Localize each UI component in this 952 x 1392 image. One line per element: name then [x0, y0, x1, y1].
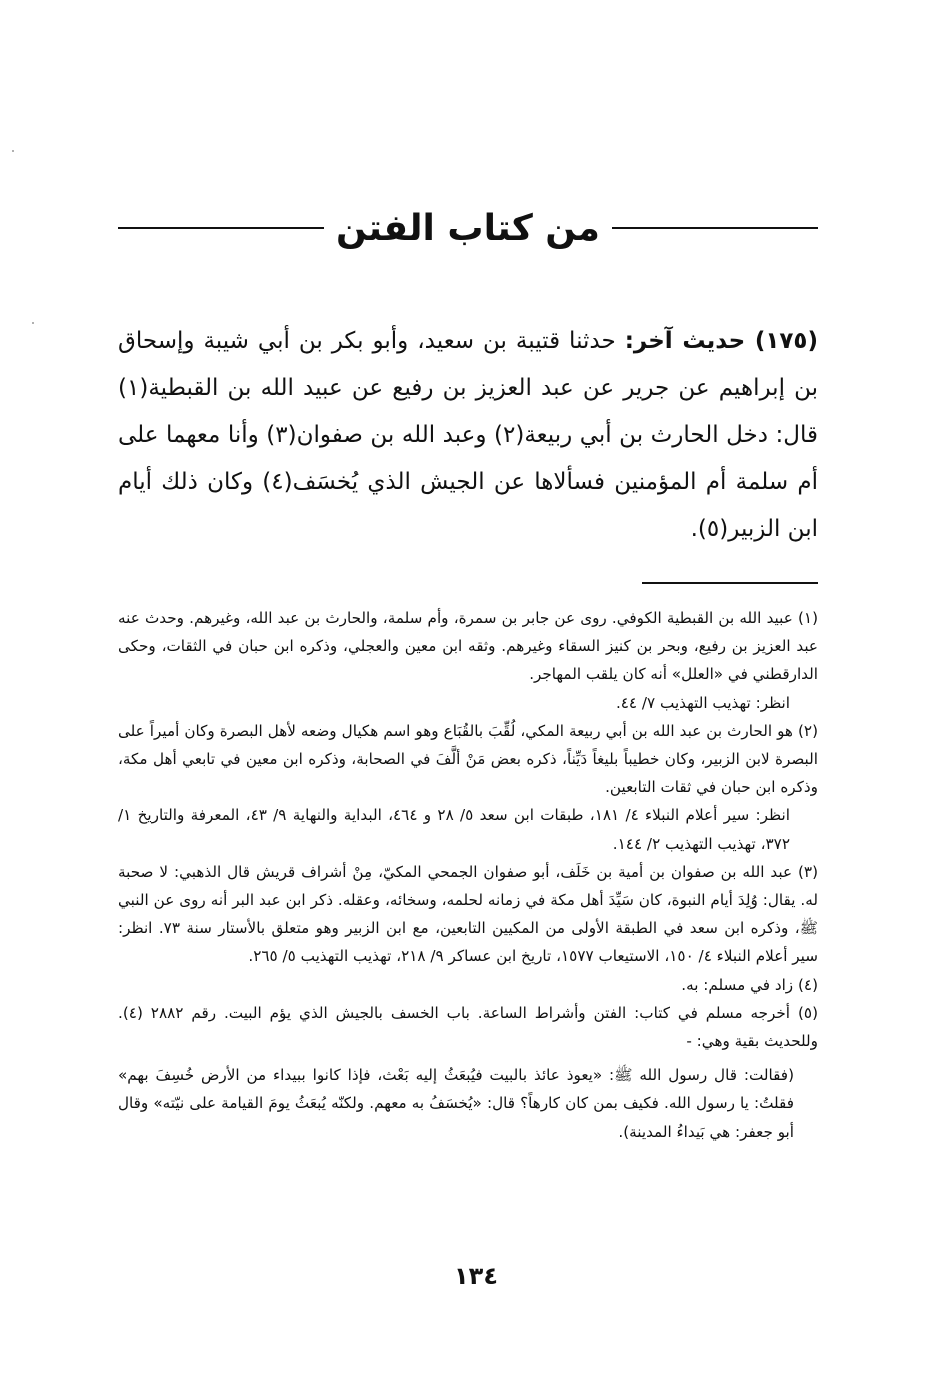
chapter-header — [118, 196, 818, 260]
scan-speck — [12, 150, 14, 152]
footnote-separator — [642, 582, 818, 584]
footnote-5 — [118, 999, 818, 1055]
footnote-2-reference: انظر: سير أعلام النبلاء ٤/ ١٨١، طبقات ابن سعد ٥/ ٢٨ و ٤٦٤، البداية والنهاية ٩/ ٤٣، المعرفة والتاريخ ١/ ٣٧٢، تهذيب التهذيب ٢/ ١٤٤. — [118, 806, 790, 853]
header-rule-left — [118, 227, 324, 229]
footnote-text: (١) عبيد الله بن القبطية الكوفي. روى عن جابر بن سمرة، وأم سلمة، والحارث بن عبد الله، وغيرهم. وحدث عنه عبد العزيز بن رفيع، وبحر بن كنيز السقاء وغيرهم. وثقه ابن معين والعجلي، وذكره ابن حبان في الثقات، وحكى الدارقطني في «العلل» أنه كان يلقب المهاجر. — [118, 609, 818, 684]
hadith-text: حدثنا قتيبة بن سعيد، وأبو بكر بن أبي شيبة وإسحاق بن إبراهيم عن جرير عن عبد العزيز بن رفيع عن عبيد الله بن القبطية(١) قال: دخل الحارث بن أبي ربيعة(٢) وعبد الله بن صفوان(٣) وأنا معهما على أم سلمة أم المؤمنين فسألاها عن الجيش الذي يُخسَف(٤) وكان ذلك أيام ابن الزبير(٥). — [118, 328, 818, 542]
footnote-text: (٤) زاد في مسلم: به. — [681, 975, 818, 994]
footnote-1-reference: انظر: تهذيب التهذيب ٧/ ٤٤. — [615, 693, 790, 712]
scan-speck — [32, 322, 34, 324]
footnote-text: (٥) أخرجه مسلم في كتاب: الفتن وأشراط الساعة. باب الخسف بالجيش الذي يؤم البيت. رقم ٢٨٨٢ (٤). وللحديث بقية وهي: - — [118, 1003, 818, 1051]
footnotes — [118, 604, 818, 1146]
footnote-4 — [118, 971, 818, 999]
hadith-paragraph — [118, 318, 818, 553]
page-number: ١٣٤ — [454, 1262, 498, 1290]
footnote-text: (٢) هو الحارث بن عبد الله بن أبي ربيعة المكي، لُقِّبَ بالقُبَاع وهو اسم هكيال وضعه لأهل البصرة وكان أميراً على البصرة لابن الزبير، وكان خطيباً بليغاً دَيِّناً، ذكره بعض مَنْ ألَّفَ في الصحابة، وذكره ابن معين في تابعي أهل مكة، وذكره ابن حبان في ثقات التابعين. — [118, 721, 818, 797]
footnote-1 — [118, 604, 818, 689]
footnote-3 — [118, 858, 818, 971]
hadith-number-label: (١٧٥) حديث آخر: — [624, 328, 818, 354]
chapter-title: من كتاب الفتن — [336, 207, 600, 249]
footnote-2 — [118, 717, 818, 802]
footnote-text: (٣) عبد الله بن صفوان بن أمية بن خَلَف، أبو صفوان الجمحي المكيّ، مِنْ أشراف قريش قال الذهبي: لا صحبة له. يقال: وُلِدَ أيام النبوة، كان سَيِّدَ أهل مكة في زمانه لحلمه، وسخائه، وعقله. ذكر ابن عبد البر أنه روى عن النبي ﷺ، وذكره ابن سعد في الطبقة الأولى من المكيين التابعين، مع ابن الزبير وهو متعلق بالأستار سنة ٧٣. انظر: سير أعلام النبلاء ٤/ ١٥٠، الاستيعاب ١٥٧٧، تاريخ ابن عساكر ٩/ ٢١٨، تهذيب التهذيب ٥/ ٢٦٥. — [118, 862, 818, 966]
hadith-continuation: (فقالت: قال رسول الله ﷺ: «يعوذ عائذ بالبيت فيُبعَثُ إليه بَعْث، فإذا كانوا ببيداء من الأرض خُسِفَ بهم» فقلتُ: يا رسول الله. فكيف بمن كان كارهاً؟ قال: «يُخسَفُ به معهم. ولكنّه يُبعَثُ يومَ القيامة على نيّته» وقال أبو جعفر: هي بَيداءُ المدينة). — [118, 1066, 794, 1141]
header-rule-right — [612, 227, 818, 229]
